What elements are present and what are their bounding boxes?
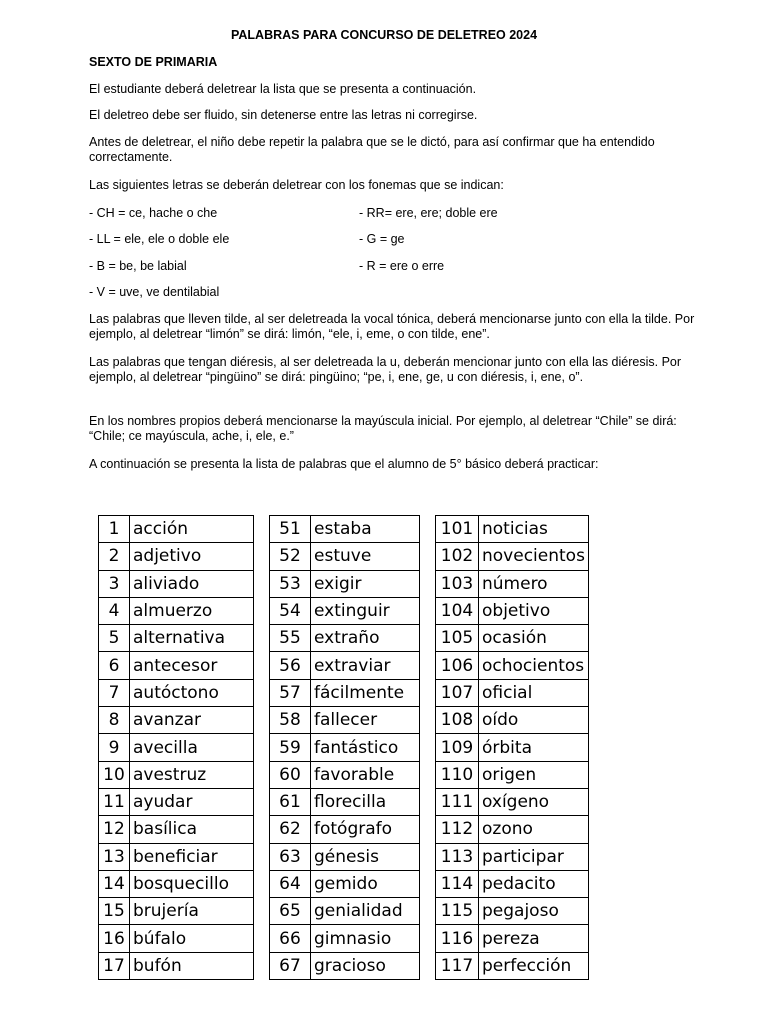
word-cell: extinguir xyxy=(311,597,420,624)
word-cell: beneficiar xyxy=(130,843,254,870)
word-number: 13 xyxy=(99,843,130,870)
word-number: 7 xyxy=(99,679,130,706)
word-cell: extraño xyxy=(311,625,420,652)
table-row xyxy=(270,625,420,652)
word-number: 59 xyxy=(270,734,311,761)
word-number: 58 xyxy=(270,707,311,734)
word-cell: bosquecillo xyxy=(130,870,254,897)
word-cell: basílica xyxy=(130,816,254,843)
word-cell: oído xyxy=(479,707,589,734)
word-cell: gracioso xyxy=(311,952,420,979)
word-cell: ochocientos xyxy=(479,652,589,679)
table-row xyxy=(99,952,254,979)
table-row xyxy=(270,898,420,925)
word-number: 12 xyxy=(99,816,130,843)
paragraph-phonemes: Las siguientes letras se deberán deletrear con los fonemas que se indican: xyxy=(89,178,504,192)
word-number: 51 xyxy=(270,516,311,543)
word-cell: alternativa xyxy=(130,625,254,652)
word-cell: autóctono xyxy=(130,679,254,706)
word-cell: oxígeno xyxy=(479,788,589,815)
word-number: 108 xyxy=(436,707,479,734)
word-number: 113 xyxy=(436,843,479,870)
table-row xyxy=(99,707,254,734)
word-cell: acción xyxy=(130,516,254,543)
word-number: 14 xyxy=(99,870,130,897)
word-number: 15 xyxy=(99,898,130,925)
word-cell: génesis xyxy=(311,843,420,870)
table-row xyxy=(436,543,589,570)
table-row xyxy=(99,898,254,925)
word-cell: órbita xyxy=(479,734,589,761)
word-cell: origen xyxy=(479,761,589,788)
word-cell: noticias xyxy=(479,516,589,543)
paragraph-dieresis: Las palabras que tengan diéresis, al ser deletreada la u, deberán mencionar junto con ella las diéresis. Por ejemplo, al deletrear “pingüino” se dirá: pingüino; “pe, i, ene, ge, u con diéresis, i, ene, o”. xyxy=(89,355,682,384)
table-row xyxy=(99,734,254,761)
word-cell: número xyxy=(479,570,589,597)
word-number: 66 xyxy=(270,925,311,952)
word-cell: estuve xyxy=(311,543,420,570)
word-number: 11 xyxy=(99,788,130,815)
word-number: 103 xyxy=(436,570,479,597)
word-table-2 xyxy=(269,515,420,980)
table-row xyxy=(270,952,420,979)
word-number: 10 xyxy=(99,761,130,788)
paragraph-fluency: El deletreo debe ser fluido, sin detenerse entre las letras ni corregirse. xyxy=(89,108,478,122)
word-number: 55 xyxy=(270,625,311,652)
table-row xyxy=(436,679,589,706)
word-cell: adjetivo xyxy=(130,543,254,570)
word-cell: bufón xyxy=(130,952,254,979)
word-number: 54 xyxy=(270,597,311,624)
word-cell: participar xyxy=(479,843,589,870)
table-row xyxy=(270,870,420,897)
word-number: 117 xyxy=(436,952,479,979)
word-number: 101 xyxy=(436,516,479,543)
word-cell: genialidad xyxy=(311,898,420,925)
table-row xyxy=(436,898,589,925)
word-number: 53 xyxy=(270,570,311,597)
word-cell: exigir xyxy=(311,570,420,597)
word-number: 3 xyxy=(99,570,130,597)
word-cell: almuerzo xyxy=(130,597,254,624)
word-cell: antecesor xyxy=(130,652,254,679)
table-row xyxy=(270,925,420,952)
table-row xyxy=(436,734,589,761)
word-number: 106 xyxy=(436,652,479,679)
word-number: 104 xyxy=(436,597,479,624)
word-number: 9 xyxy=(99,734,130,761)
table-row xyxy=(436,952,589,979)
table-row xyxy=(270,734,420,761)
word-number: 56 xyxy=(270,652,311,679)
table-row xyxy=(270,843,420,870)
word-cell: búfalo xyxy=(130,925,254,952)
word-cell: objetivo xyxy=(479,597,589,624)
rule-v: - V = uve, ve dentilabial xyxy=(89,285,220,299)
word-cell: florecilla xyxy=(311,788,420,815)
table-row xyxy=(99,816,254,843)
rule-r: - R = ere o erre xyxy=(359,259,445,273)
paragraph-list-intro: A continuación se presenta la lista de palabras que el alumno de 5° básico deberá practicar: xyxy=(89,457,599,471)
word-cell: pedacito xyxy=(479,870,589,897)
rule-ch: - CH = ce, hache o che xyxy=(89,206,218,220)
word-number: 102 xyxy=(436,543,479,570)
word-number: 17 xyxy=(99,952,130,979)
word-number: 64 xyxy=(270,870,311,897)
page-title: PALABRAS PARA CONCURSO DE DELETREO 2024 xyxy=(230,28,538,42)
word-cell: avecilla xyxy=(130,734,254,761)
word-number: 61 xyxy=(270,788,311,815)
word-cell: aliviado xyxy=(130,570,254,597)
word-cell: ayudar xyxy=(130,788,254,815)
rule-b: - B = be, be labial xyxy=(89,259,187,273)
word-cell: gemido xyxy=(311,870,420,897)
table-row xyxy=(270,679,420,706)
word-cell: favorable xyxy=(311,761,420,788)
table-row xyxy=(436,843,589,870)
word-number: 110 xyxy=(436,761,479,788)
word-number: 67 xyxy=(270,952,311,979)
word-number: 8 xyxy=(99,707,130,734)
table-row xyxy=(270,707,420,734)
word-number: 5 xyxy=(99,625,130,652)
paragraph-proper-nouns: En los nombres propios deberá mencionarse la mayúscula inicial. Por ejemplo, al deletrear “Chile” se dirá: “Chile; ce mayúscula, ache, i, ele, e.” xyxy=(89,414,677,443)
table-row xyxy=(436,625,589,652)
word-cell: brujería xyxy=(130,898,254,925)
table-row xyxy=(99,761,254,788)
word-number: 109 xyxy=(436,734,479,761)
table-row xyxy=(99,625,254,652)
table-row xyxy=(99,925,254,952)
table-row xyxy=(99,788,254,815)
table-row xyxy=(436,816,589,843)
word-number: 114 xyxy=(436,870,479,897)
table-row xyxy=(436,788,589,815)
word-cell: estaba xyxy=(311,516,420,543)
paragraph-intro: El estudiante deberá deletrear la lista que se presenta a continuación. xyxy=(89,82,477,96)
table-row xyxy=(270,597,420,624)
table-row xyxy=(270,788,420,815)
table-row xyxy=(270,543,420,570)
word-cell: fantástico xyxy=(311,734,420,761)
word-cell: avanzar xyxy=(130,707,254,734)
word-cell: avestruz xyxy=(130,761,254,788)
word-number: 4 xyxy=(99,597,130,624)
table-row xyxy=(99,652,254,679)
word-cell: fácilmente xyxy=(311,679,420,706)
table-row xyxy=(436,597,589,624)
page-subtitle: SEXTO DE PRIMARIA xyxy=(89,55,218,69)
table-row xyxy=(436,652,589,679)
table-row xyxy=(436,870,589,897)
word-number: 6 xyxy=(99,652,130,679)
word-number: 107 xyxy=(436,679,479,706)
word-cell: extraviar xyxy=(311,652,420,679)
rule-g: - G = ge xyxy=(359,232,405,246)
table-row xyxy=(270,516,420,543)
word-cell: novecientos xyxy=(479,543,589,570)
word-cell: gimnasio xyxy=(311,925,420,952)
word-cell: fallecer xyxy=(311,707,420,734)
word-number: 112 xyxy=(436,816,479,843)
word-number: 57 xyxy=(270,679,311,706)
word-number: 115 xyxy=(436,898,479,925)
rule-ll: - LL = ele, ele o doble ele xyxy=(89,232,230,246)
table-row xyxy=(436,516,589,543)
rule-rr: - RR= ere, ere; doble ere xyxy=(359,206,498,220)
table-row xyxy=(270,816,420,843)
table-row xyxy=(99,679,254,706)
table-row xyxy=(436,707,589,734)
table-row xyxy=(270,761,420,788)
word-cell: oficial xyxy=(479,679,589,706)
paragraph-repeat: Antes de deletrear, el niño debe repetir la palabra que se le dictó, para así confirmar que ha entendido correctamente. xyxy=(89,135,655,164)
table-row xyxy=(436,925,589,952)
word-number: 60 xyxy=(270,761,311,788)
word-number: 65 xyxy=(270,898,311,925)
word-number: 2 xyxy=(99,543,130,570)
word-cell: ozono xyxy=(479,816,589,843)
word-table-3 xyxy=(435,515,589,980)
table-row xyxy=(270,570,420,597)
word-number: 105 xyxy=(436,625,479,652)
word-table-1 xyxy=(98,515,254,980)
word-number: 62 xyxy=(270,816,311,843)
table-row xyxy=(99,543,254,570)
table-row xyxy=(99,870,254,897)
paragraph-tilde: Las palabras que lleven tilde, al ser deletreada la vocal tónica, deberá mencionarse junto con ella la tilde. Por ejemplo, al deletrear “limón” se dirá: limón, “ele, i, eme, o con tilde, ene”. xyxy=(89,312,695,341)
word-number: 52 xyxy=(270,543,311,570)
table-row xyxy=(436,761,589,788)
word-number: 116 xyxy=(436,925,479,952)
word-number: 111 xyxy=(436,788,479,815)
table-row xyxy=(99,843,254,870)
table-row xyxy=(99,570,254,597)
word-cell: perfección xyxy=(479,952,589,979)
word-number: 63 xyxy=(270,843,311,870)
word-number: 16 xyxy=(99,925,130,952)
word-cell: fotógrafo xyxy=(311,816,420,843)
table-row xyxy=(99,597,254,624)
table-row xyxy=(436,570,589,597)
word-cell: pereza xyxy=(479,925,589,952)
word-cell: pegajoso xyxy=(479,898,589,925)
word-cell: ocasión xyxy=(479,625,589,652)
table-row xyxy=(99,516,254,543)
table-row xyxy=(270,652,420,679)
word-number: 1 xyxy=(99,516,130,543)
